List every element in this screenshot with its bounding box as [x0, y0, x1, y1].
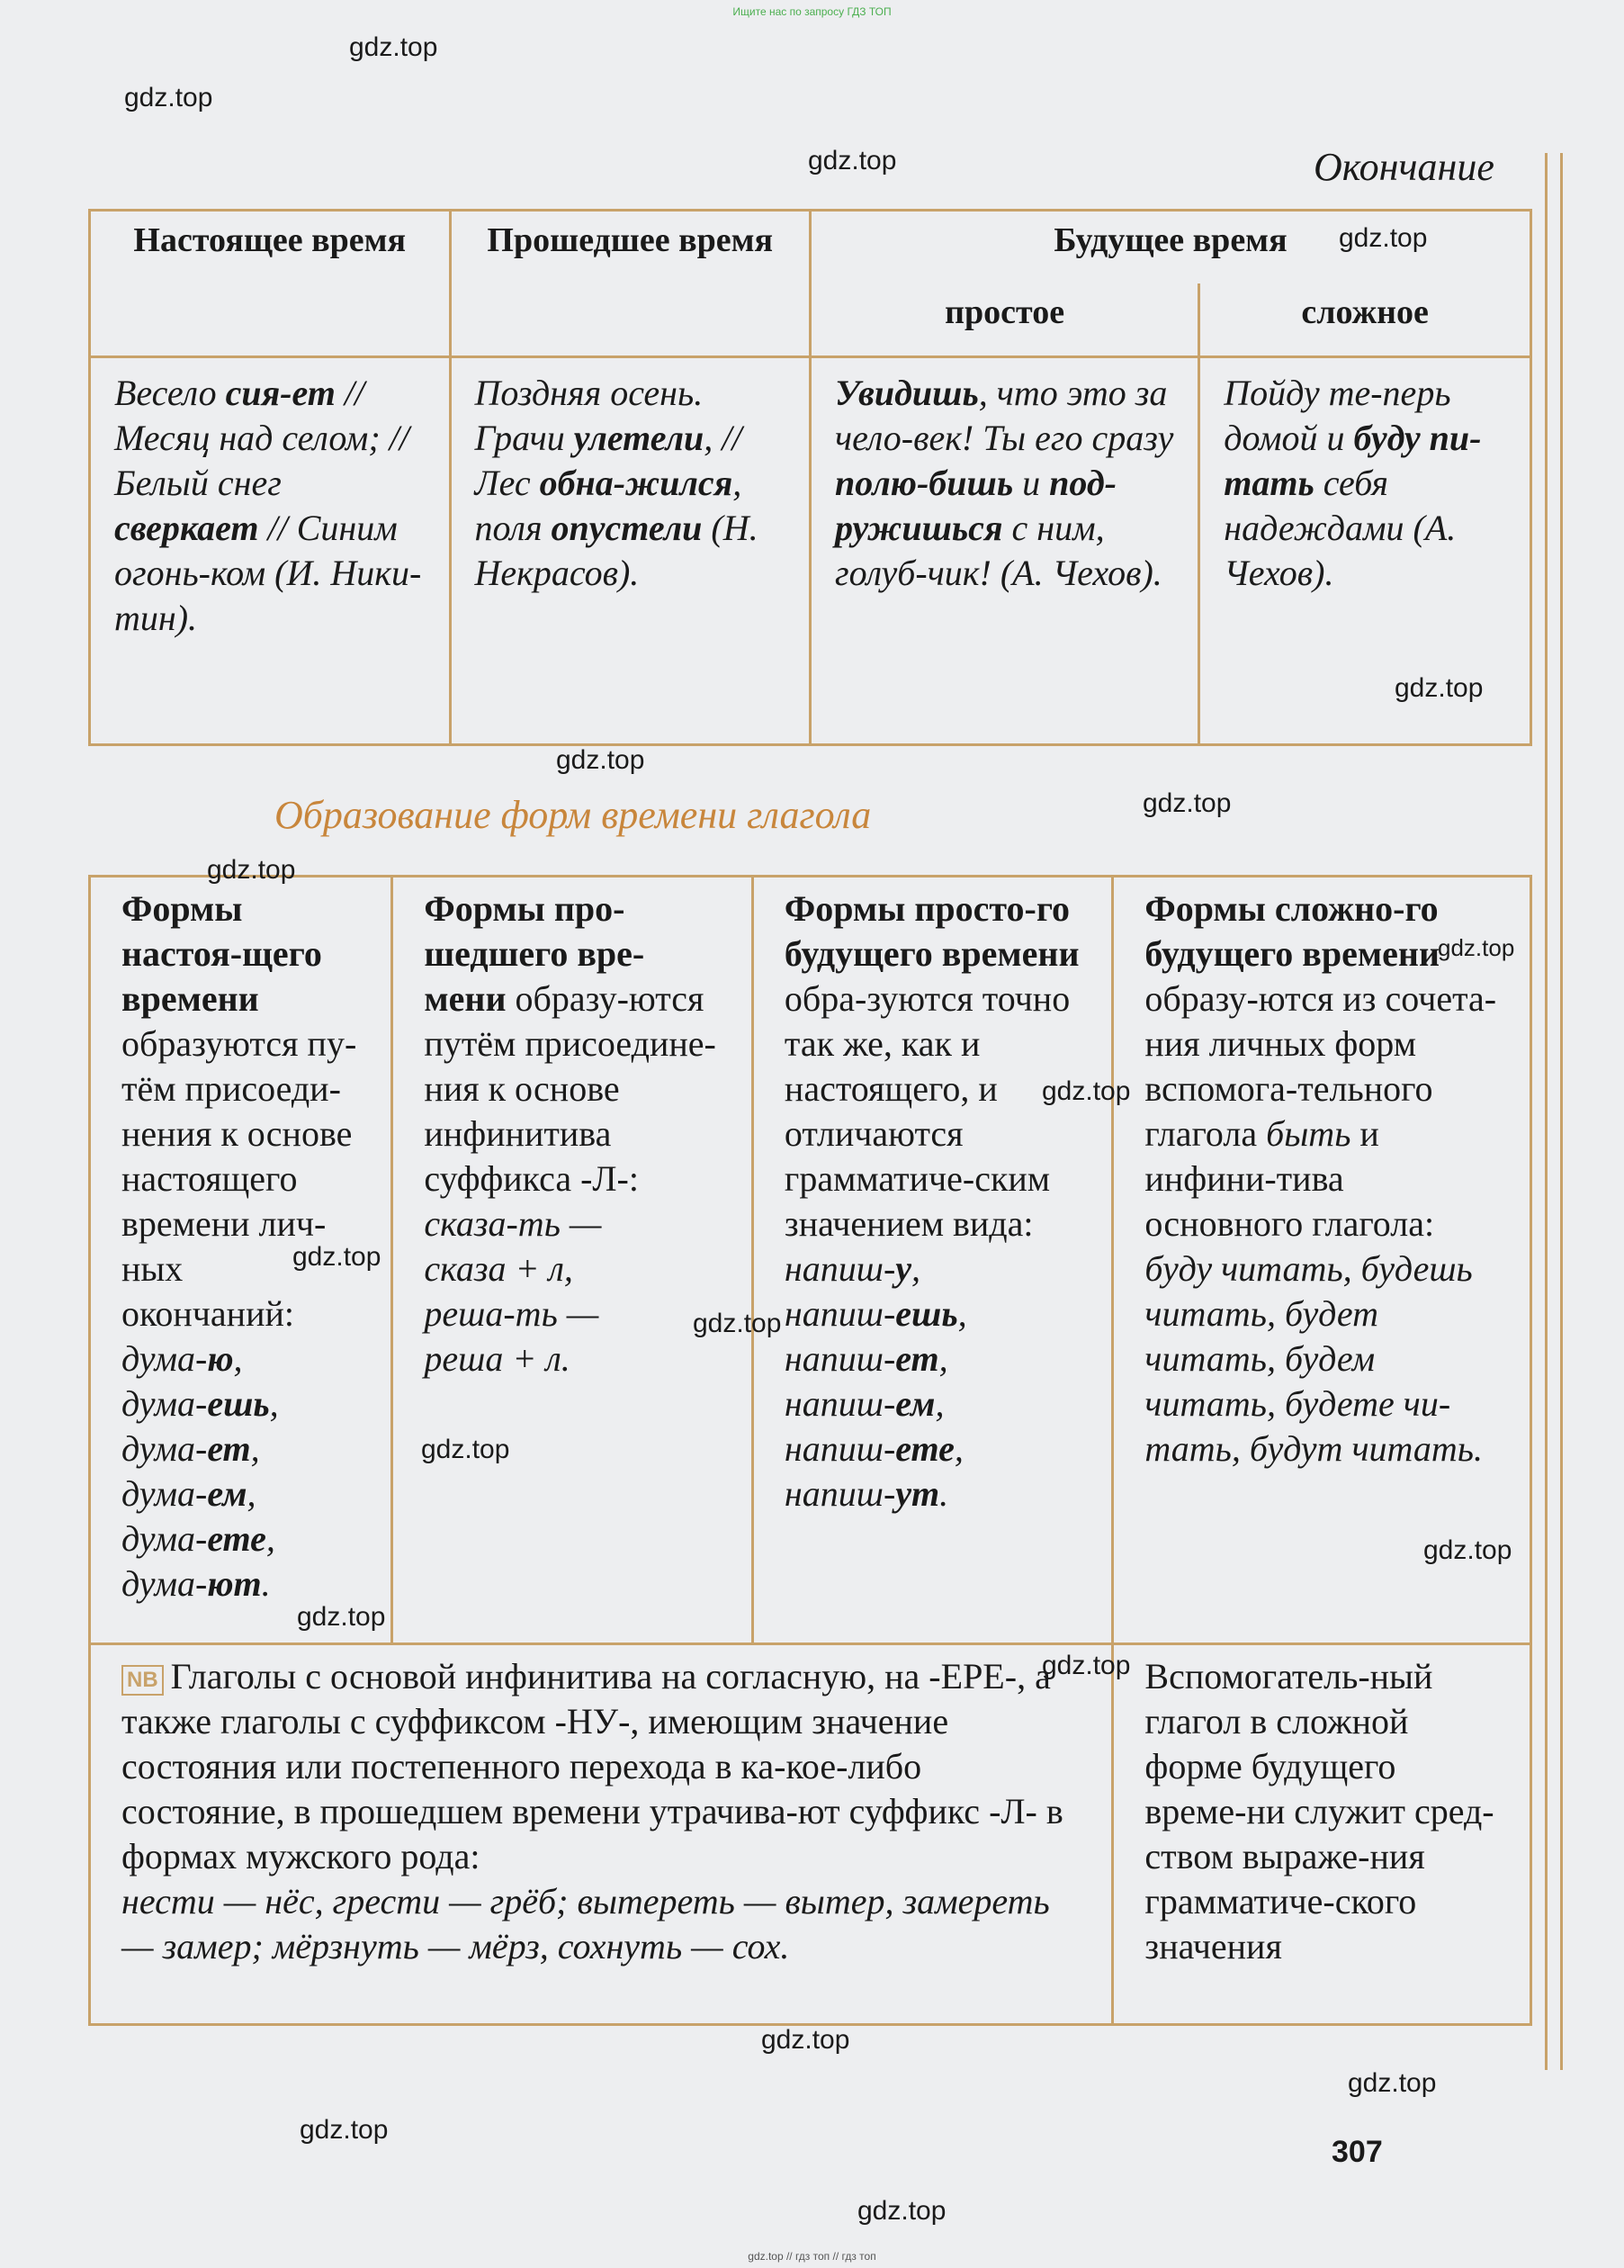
- watermark: gdz.top: [124, 83, 213, 112]
- present-formation: Формы настоя-щего времени образуются пу-тём присоеди-нения к основе настоящего времени лич-ных окончаний: дума-ю, дума-ешь, дума-ет, дума-ем, дума-ете, дума-ют.: [90, 877, 392, 1644]
- header-future: Будущее время: [811, 211, 1531, 284]
- past-formation: Формы про-шедшего вре-мени образу-ются путём присоедине-ния к основе инфинитива суффикса -Л-: сказа-ть — сказа + л, реша-ть — реша + л.: [392, 877, 753, 1644]
- header-complex: сложное: [1199, 284, 1531, 357]
- header-present: Настоящее время: [90, 211, 451, 357]
- watermark: gdz.top: [1423, 1535, 1512, 1565]
- complex-future-formation: Формы сложно-го будущего времени образу-ются из сочета-ния личных форм вспомога-тельного глагола быть и инфини-тива основного глагола: буду читать, будешь читать, будет читать, будем читать, будете чи-тать, будут читать.: [1113, 877, 1531, 1644]
- ending-label: Окончание: [1314, 145, 1494, 189]
- watermark: gdz.top: [297, 1602, 386, 1632]
- watermark: gdz.top: [292, 1242, 381, 1272]
- nb-icon: NB: [121, 1665, 164, 1696]
- watermark: gdz.top: [1395, 673, 1484, 703]
- page-number: 307: [1332, 2135, 1383, 2169]
- watermark: gdz.top: [1348, 2068, 1437, 2098]
- watermark: gdz.top: [693, 1309, 782, 1338]
- example-past: Поздняя осень. Грачи улетели, // Лес обна-жился, поля опустели (Н. Некрасов).: [450, 357, 811, 745]
- header-simple: простое: [811, 284, 1199, 357]
- section-heading: Образование форм времени глагола: [274, 793, 872, 837]
- watermark: gdz.top: [300, 2115, 389, 2145]
- watermark: gdz.top: [1143, 788, 1232, 818]
- watermark: gdz.top: [207, 855, 296, 885]
- header-past: Прошедшее время: [450, 211, 811, 357]
- example-future-simple: Увидишь, что это за чело-век! Ты его сразу полю-бишь и под-ружишься с ним, голуб-чик! (А. Чехов).: [811, 357, 1199, 745]
- aux-verb-note: Вспомогатель-ный глагол в сложной форме будущего време-ни служит сред-ством выраже-ния грамматиче-ского значения: [1113, 1644, 1531, 2025]
- nb-note: NB Глаголы с основой инфинитива на согласную, на -ЕРЕ-, а также глаголы с суффиксом -НУ-, имеющим значение состояния или постепенного перехода в ка-кое-либо состояние, в прошедшем времени утрачива-ют суффикс -Л- в формах мужского рода: нести — нёс, грести — грёб; вытереть — вытер, замереть — замер; мёрзнуть — мёрз, сохнуть — сох.: [90, 1644, 1113, 2025]
- watermark: gdz.top: [761, 2025, 850, 2055]
- watermark: gdz.top: [1339, 223, 1428, 253]
- watermark: gdz.top: [1438, 934, 1515, 961]
- example-present: Весело сия-ет // Месяц над селом; // Белый снег сверкает // Синим огонь-ком (И. Ники-тин).: [90, 357, 451, 745]
- simple-future-formation: Формы просто-го будущего времени обра-зуются точно так же, как и настоящего, и отличаются грамматиче-ским значением вида: напиш-у, напиш-ешь, напиш-ет, напиш-ем, напиш-ете, напиш-ут.: [752, 877, 1113, 1644]
- watermark: gdz.top: [556, 745, 645, 775]
- watermark: gdz.top: [1042, 1651, 1131, 1680]
- example-future-complex: Пойду те-перь домой и буду пи-тать себя надеждами (А. Чехов).: [1199, 357, 1531, 745]
- tense-examples-table: [88, 209, 1532, 746]
- watermark: gdz.top: [349, 32, 438, 62]
- bottom-note: gdz.top // гдз топ // гдз топ: [748, 2250, 876, 2263]
- tense-formation-table: [88, 875, 1532, 2026]
- margin-decoration: [1545, 153, 1563, 2070]
- watermark: gdz.top: [1042, 1076, 1131, 1106]
- top-note: Ищите нас по запросу ГДЗ ТОП: [732, 5, 892, 18]
- watermark: gdz.top: [421, 1435, 510, 1464]
- watermark: gdz.top: [808, 146, 897, 176]
- watermark: gdz.top: [857, 2196, 947, 2226]
